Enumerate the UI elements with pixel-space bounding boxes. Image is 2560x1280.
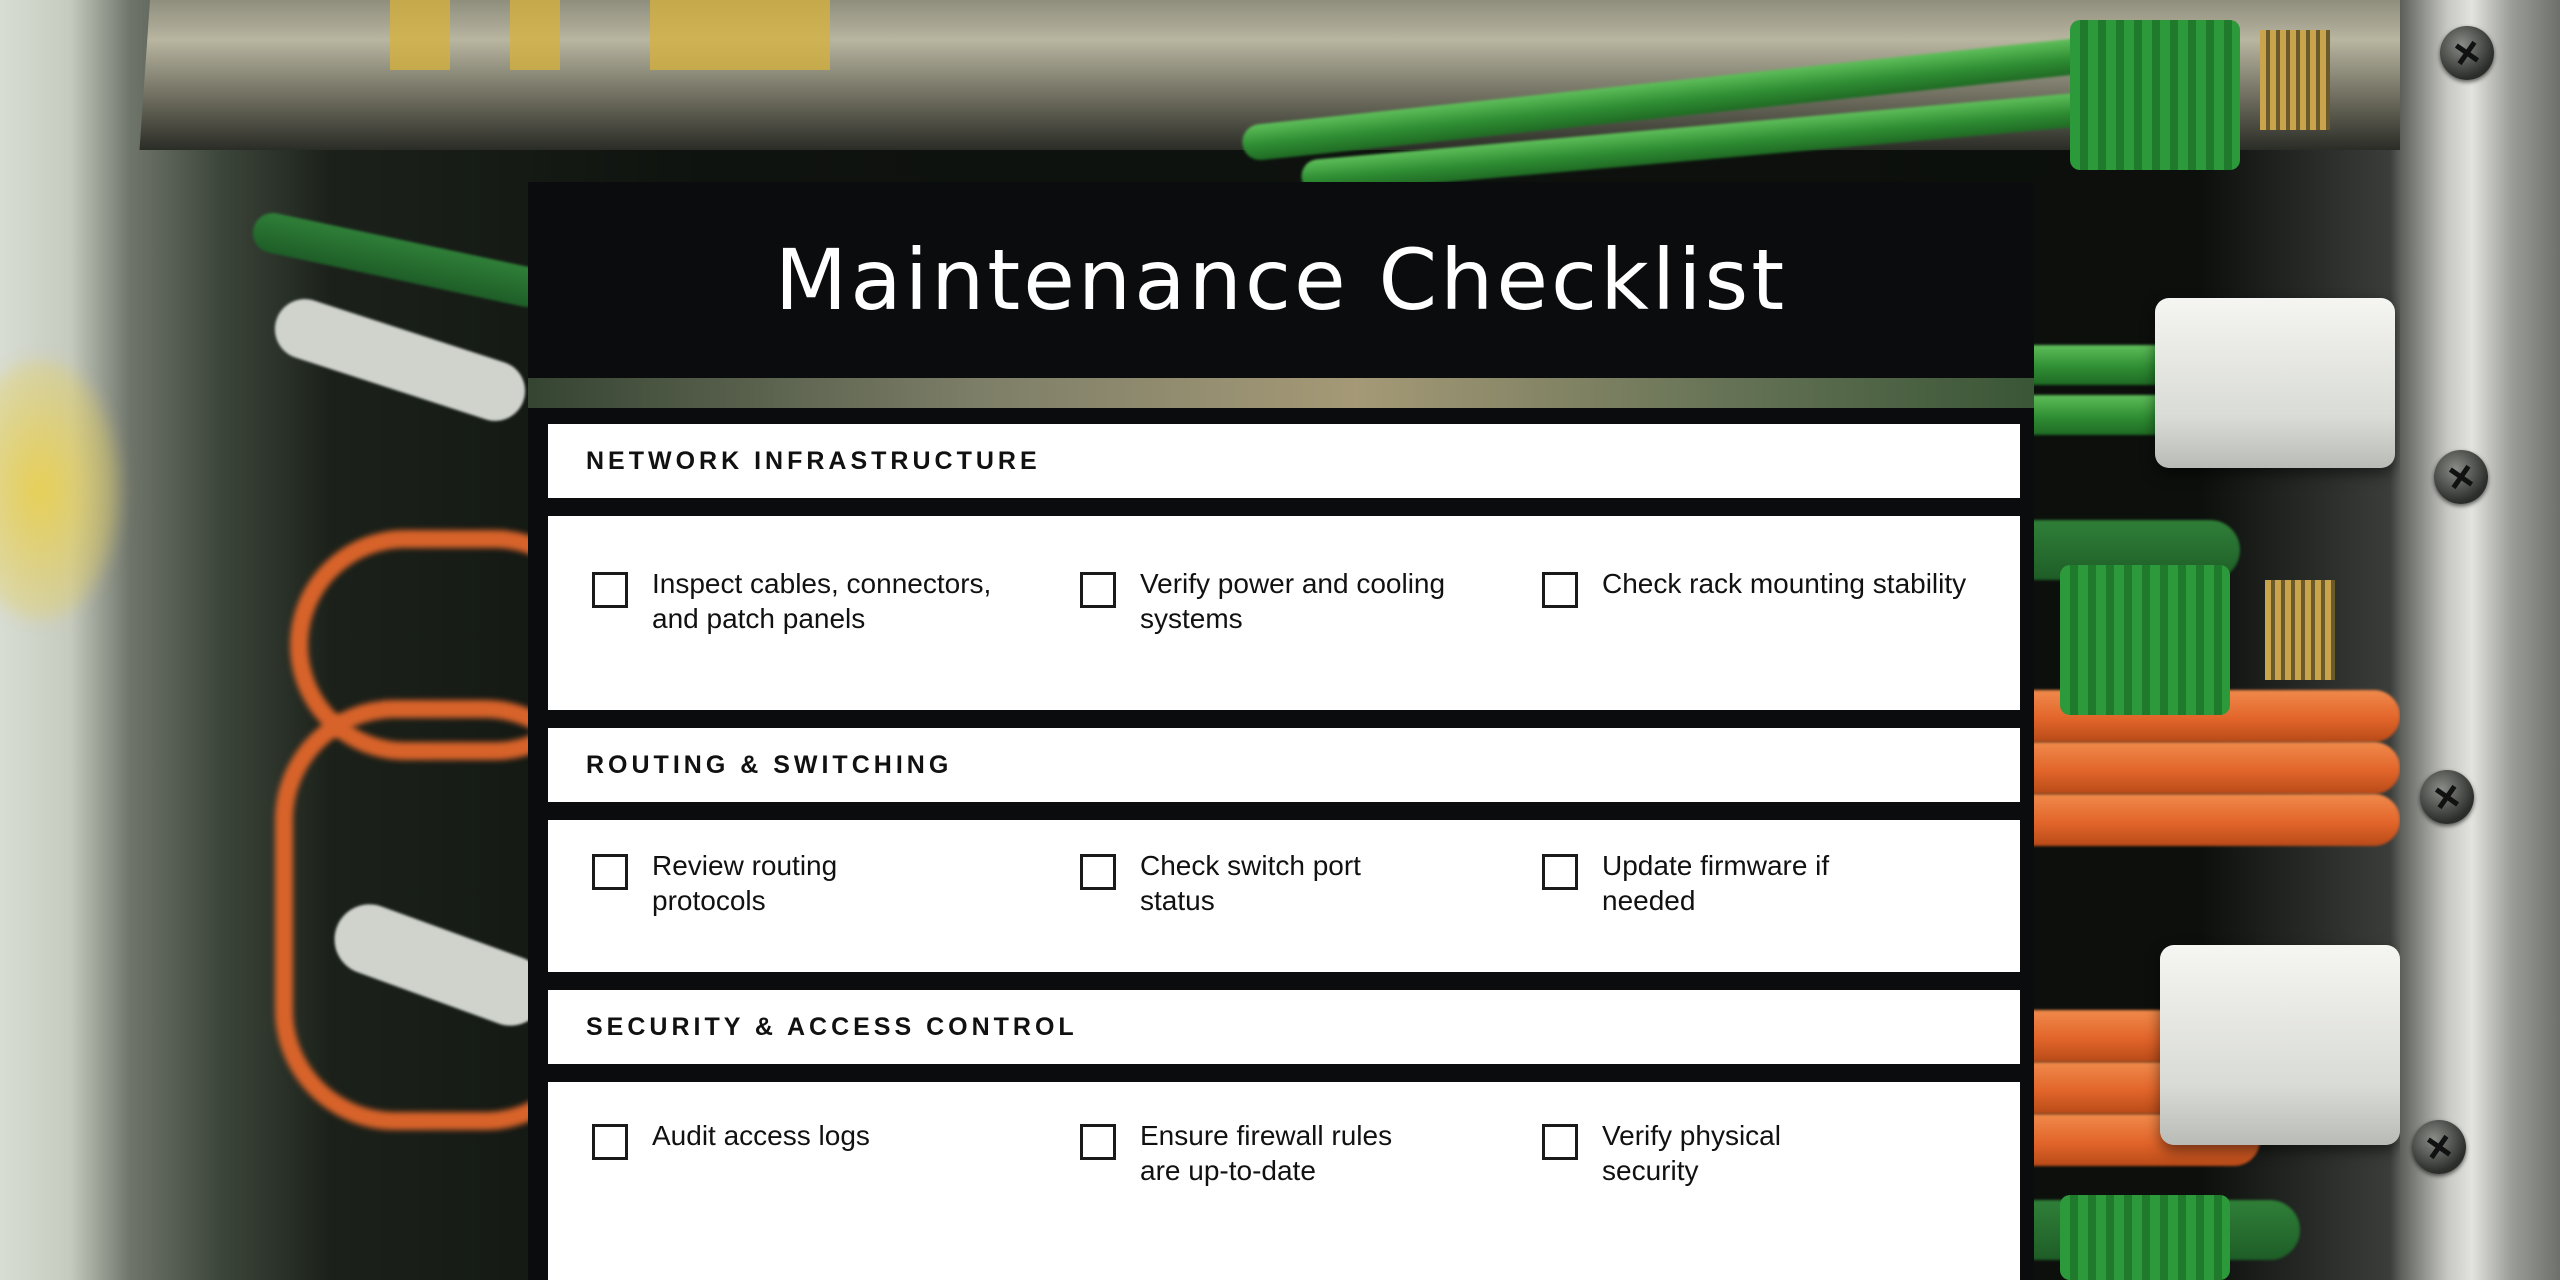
white-rj45-plug [2155, 298, 2395, 468]
checklist-item-label: Update firmware if needed [1602, 850, 1830, 916]
checklist-item-label: Check switch port status [1140, 850, 1361, 916]
orange-cable [2000, 742, 2400, 794]
rack-screw [2412, 1120, 2466, 1174]
checklist-item[interactable] [1080, 1104, 1430, 1188]
rack-mounting-rail [2400, 0, 2560, 1280]
page-title: Maintenance Checklist [774, 231, 1788, 329]
section-body-routing-switching [548, 820, 2020, 972]
checklist-item[interactable] [592, 834, 862, 918]
checkbox[interactable] [592, 572, 628, 608]
checklist-item[interactable] [1542, 834, 1862, 918]
section-header-routing-switching: ROUTING & SWITCHING [548, 728, 2020, 802]
checklist-item-label: Audit access logs [652, 1120, 870, 1151]
checklist-item[interactable] [1542, 552, 1966, 608]
rack-yellow-label [650, 0, 830, 70]
connector-pins [2260, 30, 2330, 130]
checklist-item[interactable] [592, 552, 1032, 636]
checkbox[interactable] [1542, 1124, 1578, 1160]
checklist-item[interactable] [592, 1104, 870, 1160]
checklist-item[interactable] [1080, 552, 1520, 636]
checklist-item-label: Inspect cables, connectors, and patch panels [652, 568, 992, 634]
checkbox[interactable] [1080, 572, 1116, 608]
checklist-item-label: Review routing protocols [652, 850, 838, 916]
section-body-security-access-control [548, 1082, 2020, 1280]
white-rj45-plug [2160, 945, 2400, 1145]
title-bar [528, 182, 2034, 378]
rack-screw [2434, 450, 2488, 504]
checklist-item-label: Verify power and cooling systems [1140, 568, 1446, 634]
checklist-item-label: Ensure firewall rules are up-to-date [1140, 1120, 1393, 1186]
title-divider [528, 378, 2034, 408]
section-header-security-access-control: SECURITY & ACCESS CONTROL [548, 990, 2020, 1064]
orange-cable [2000, 794, 2400, 846]
checklist-item[interactable] [1080, 834, 1380, 918]
checklist-item-label: Verify physical security [1602, 1120, 1781, 1186]
connector-pins [2265, 580, 2335, 680]
section-divider [548, 972, 2020, 990]
checklist-item[interactable] [1542, 1104, 1832, 1188]
checkbox[interactable] [592, 854, 628, 890]
checklist-item-label: Check rack mounting stability [1602, 568, 1967, 599]
section-header-network-infrastructure: NETWORK INFRASTRUCTURE [548, 424, 2020, 498]
rack-yellow-label [510, 0, 560, 70]
checkbox[interactable] [1080, 1124, 1116, 1160]
section-body-network-infrastructure [548, 516, 2020, 710]
green-rj45-plug [2060, 565, 2230, 715]
rack-screw [2420, 770, 2474, 824]
green-rj45-plug [2060, 1195, 2230, 1280]
checklist-card [528, 182, 2034, 1280]
section-divider [548, 710, 2020, 728]
checkbox[interactable] [1080, 854, 1116, 890]
rack-screw [2440, 26, 2494, 80]
checkbox[interactable] [1542, 854, 1578, 890]
checkbox[interactable] [1542, 572, 1578, 608]
green-rj45-plug [2070, 20, 2240, 170]
checkbox[interactable] [592, 1124, 628, 1160]
checklist-sections [548, 424, 2020, 1280]
rack-yellow-label [390, 0, 450, 70]
